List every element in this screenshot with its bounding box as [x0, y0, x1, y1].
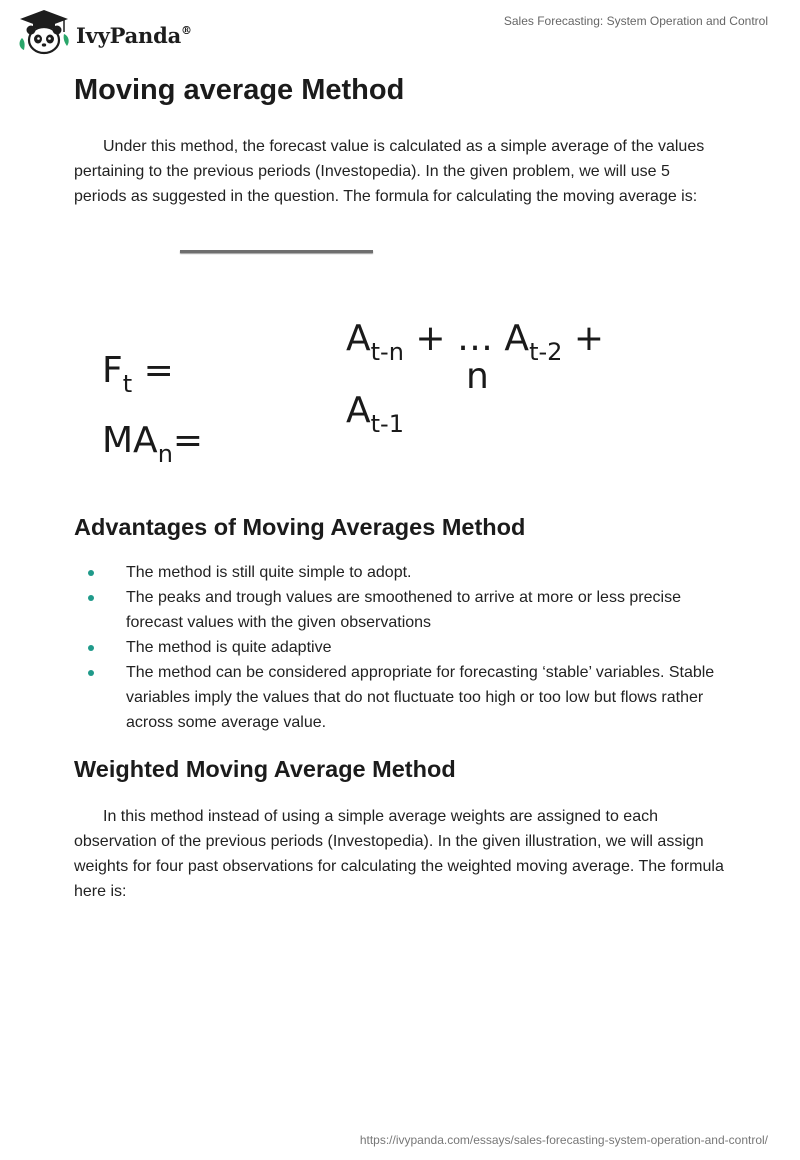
formula-man: $MA_n=$: [102, 420, 204, 468]
bullet-icon: [88, 570, 94, 576]
formula-numerator: $A_{t-n}$ + … $A_{t-2}$ +: [346, 318, 605, 366]
formula-numerator-cont: $A_{t-1}$: [346, 390, 404, 438]
list-item: The peaks and trough values are smoothened to arrive at more or less precise forecast values with the given observations: [74, 585, 724, 635]
paragraph-moving-average: Under this method, the forecast value is calculated as a simple average of the values pertaining to the previous periods (Investopedia). In the given problem, we will use 5 periods as suggested in the question. The formula for calculating the moving average is:: [74, 138, 705, 205]
section-heading-advantages: Advantages of Moving Averages Method: [74, 514, 526, 540]
page-header: [0, 0, 800, 60]
section-heading-weighted: Weighted Moving Average Method: [74, 756, 456, 782]
section-heading-moving-average: Moving average Method: [74, 74, 405, 106]
source-url-link[interactable]: https://ivypanda.com/essays/sales-forecasting-system-operation-and-control/: [359, 1133, 768, 1147]
ivypanda-logo[interactable]: [16, 8, 192, 56]
document-title: Sales Forecasting: System Operation and Control: [503, 14, 768, 28]
bullet-icon: [88, 595, 94, 601]
list-item: The method is quite adaptive: [74, 635, 724, 660]
bullet-icon: [88, 670, 94, 676]
list-item: The method can be considered appropriate for forecasting ‘stable’ variables. Stable variables imply the values that do not fluctuate too high or too low but flows rather across some average value.: [74, 660, 724, 735]
advantages-list: [74, 560, 724, 735]
panda-graduate-icon: [16, 8, 72, 56]
moving-average-formula-image: [74, 310, 724, 480]
paragraph-weighted: In this method instead of using a simple average weights are assigned to each observation of the previous periods (Investopedia). In the given illustration, we will assign weights for four past observations for calculating the weighted moving average. The formula here is:: [74, 808, 724, 900]
brand-name: IvyPanda®: [76, 22, 192, 48]
bullet-icon: [88, 645, 94, 651]
list-item: The method is still quite simple to adopt.: [74, 560, 724, 585]
formula-divider-line: [180, 250, 373, 253]
formula-ft: $F_t$ =: [102, 350, 174, 398]
formula-denominator: n: [466, 356, 489, 397]
